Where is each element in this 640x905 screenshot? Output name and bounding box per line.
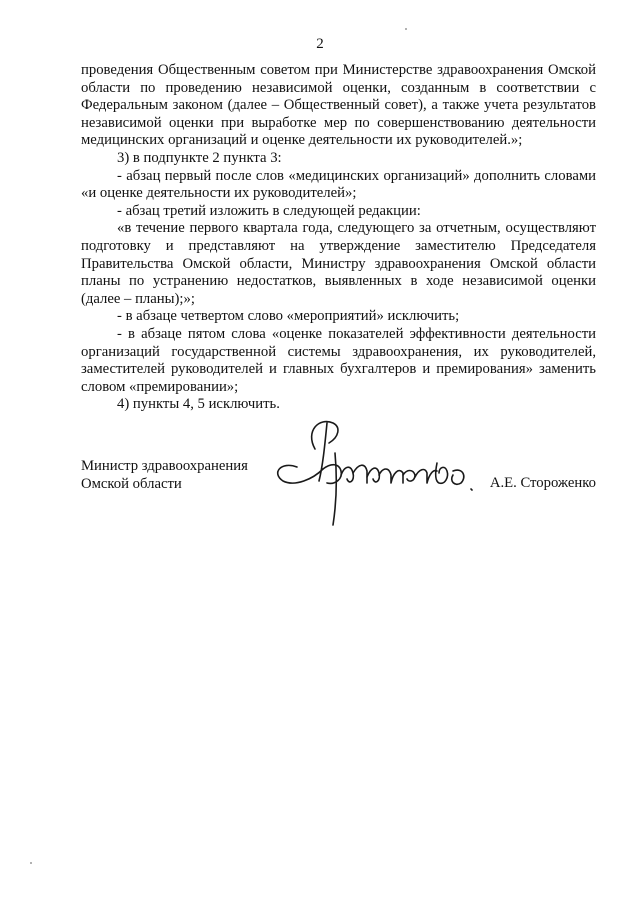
paragraph: 3) в подпункте 2 пункта 3: <box>117 149 282 166</box>
paragraph: - в абзаце четвертом слово «мероприятий» исключить; <box>117 308 460 325</box>
paragraph: «в течение первого квартала года, следующего за отчетным, осуществляют подготовку и представляют на утверждение заместителю Председателя Правительства Омской области, Министру здравоохранения Омской области планы по устранению недостатков, выявленных в ходе независимой оценки (далее – планы);»; <box>81 220 596 307</box>
handwritten-signature <box>257 413 477 533</box>
paragraph: - абзац третий изложить в следующей редакции: <box>117 202 421 219</box>
paragraph: 4) пункты 4, 5 исключить. <box>117 396 280 413</box>
signatory-title <box>81 458 248 493</box>
paragraph: - в абзаце пятом слова «оценке показателей эффективности деятельности организаций государственной системы здравоохранения, их руководителей, заместителей руководителей и главных бухгалтеров и премирования» заменить словом «премировании»; <box>81 325 596 395</box>
page-number: 2 <box>316 36 324 52</box>
scan-speck <box>30 862 32 864</box>
scan-speck <box>405 28 407 30</box>
signatory-title-line: Омской области <box>81 475 182 492</box>
signatory-title-line: Министр здравоохранения <box>81 458 248 474</box>
signature-block <box>81 458 596 548</box>
paragraph: проведения Общественным советом при Министерстве здравоохранения Омской области по проведению независимой оценки, созданным в соответствии с Федеральным законом (далее – Общественный совет), а также учета результатов независимой оценки при выработке мер по совершенствованию деятельности медицинских организаций и оценке деятельности их руководителей.»; <box>81 62 596 149</box>
signatory-name: А.Е. Стороженко <box>489 475 596 491</box>
document-body <box>81 62 596 414</box>
paragraph: - абзац первый после слов «медицинских организаций» дополнить словами «и оценке деятельности их руководителей»; <box>81 167 596 202</box>
